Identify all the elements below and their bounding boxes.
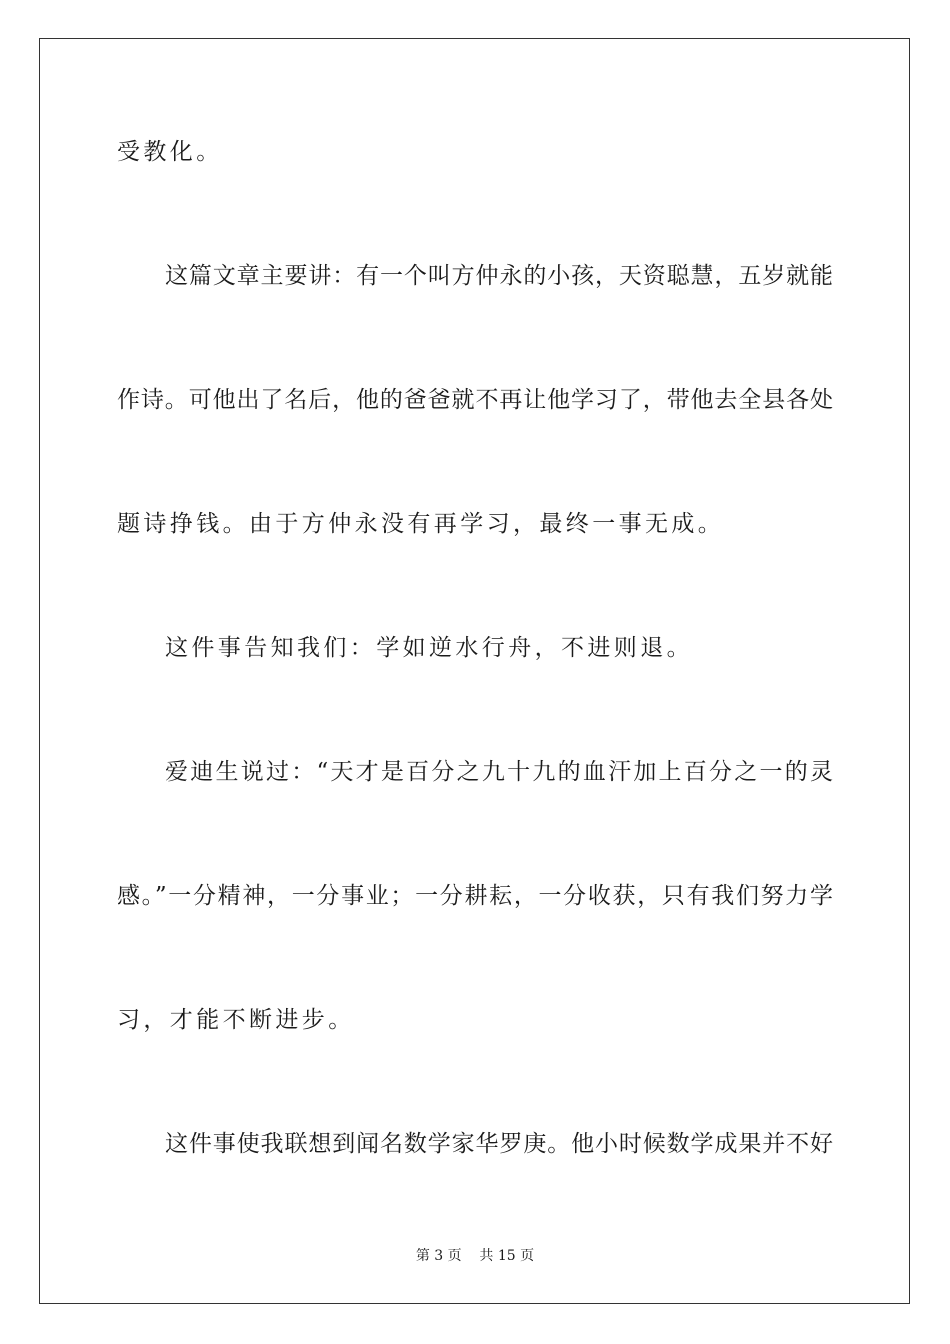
text-line-1: 受教化。	[117, 139, 223, 165]
page-border	[39, 38, 910, 1304]
text-line-7: 感。”一分精神，一分事业；一分耕耘，一分收获，只有我们努力学	[117, 883, 833, 909]
text-line-5: 这件事告知我们：学如逆水行舟，不进则退。	[165, 635, 693, 661]
text-line-4: 题诗挣钱。由于方仲永没有再学习，最终一事无成。	[117, 511, 725, 537]
text-line-9: 这件事使我联想到闻名数学家华罗庚。他小时候数学成果并不好	[165, 1131, 833, 1157]
text-line-2: 这篇文章主要讲：有一个叫方仲永的小孩，天资聪慧，五岁就能	[165, 263, 833, 289]
text-line-8: 习，才能不断进步。	[117, 1007, 355, 1033]
text-line-6: 爱迪生说过：“天才是百分之九十九的血汗加上百分之一的灵	[165, 759, 833, 785]
text-line-3: 作诗。可他出了名后，他的爸爸就不再让他学习了，带他去全县各处	[117, 387, 833, 413]
page-number-footer: 第 3 页 共 15 页	[415, 1248, 535, 1264]
